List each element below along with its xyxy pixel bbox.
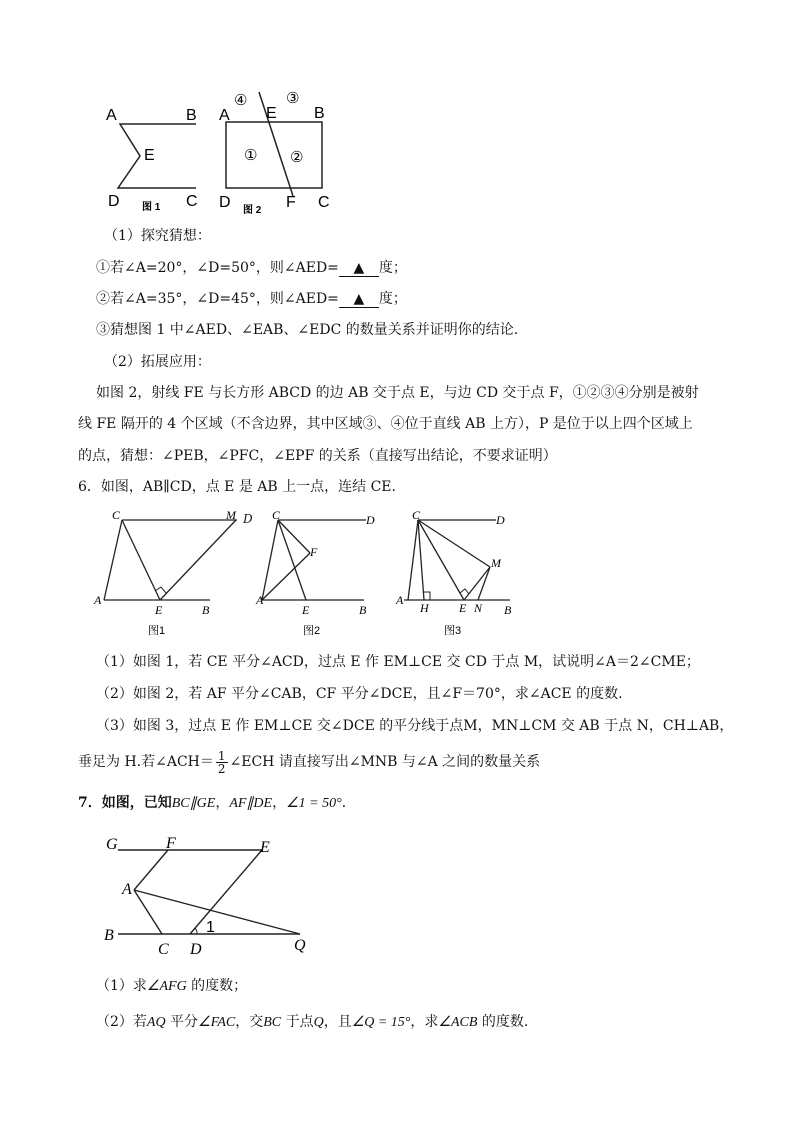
fig2-label-C: C: [318, 194, 330, 211]
q6f1-label-E: E: [155, 603, 163, 617]
q6f3-caption: 图3: [444, 625, 462, 637]
q6f1-label-M: M: [226, 508, 236, 522]
fig2-label-E: E: [266, 105, 277, 122]
q6f2-label-E: E: [302, 603, 310, 617]
fig2-label-B: B: [314, 105, 325, 122]
q6f2-label-C: C: [272, 508, 281, 522]
q7-part2: [96, 1012, 528, 1033]
q6f1-label-D: D: [243, 512, 253, 526]
q7-p2-g: 的度数.: [477, 1014, 529, 1030]
q5-para-line2: 线 FE 隔开的 4 个区域（不含边界，其中区域③、④位于直线 AB 上方），P 是位于以上四个区域上: [78, 416, 693, 432]
q6-part3-line2: [78, 748, 540, 776]
q5-item1: [96, 258, 407, 278]
q6-figure-3: [394, 505, 518, 645]
q6-part3-line1: （3）如图 3，过点 E 作 EM⊥CE 交∠DCE 的平分线于点M，MN⊥CM 交 AB 于点 N，CH⊥AB，: [96, 718, 734, 734]
fig2-label-D: D: [219, 194, 231, 211]
q6-figure-1: [92, 505, 236, 645]
fig2-rectangle: [226, 122, 322, 188]
q6f1-label-B: B: [202, 603, 210, 617]
fig2-region-3: ③: [286, 90, 300, 107]
figure-1: [100, 96, 210, 216]
q6-figure-2: [252, 505, 382, 645]
q6f3-label-H: H: [420, 601, 429, 615]
q7-stem-m3: ∠1 = 50°: [286, 796, 342, 811]
q6f1-label-A: A: [94, 593, 102, 607]
q7-label-F: F: [166, 835, 176, 852]
q5-item3: ③猜想图 1 中∠AED、∠EAB、∠EDC 的数量关系并证明你的结论．: [96, 322, 528, 338]
q5-para-line1: 如图 2，射线 FE 与长方形 ABCD 的边 AB 交于点 E，与边 CD 交于点 F，①②③④分别是被射: [96, 385, 699, 401]
fig1-label-B: B: [186, 107, 197, 124]
q7-p1-prefix: （1）求: [96, 978, 147, 994]
q7-label-Q: Q: [294, 937, 306, 954]
q7-stem-m1: BC∥GE: [171, 796, 216, 811]
q7-p1-suffix: 的度数；: [186, 978, 248, 994]
q7-p2-b: 平分: [165, 1014, 199, 1030]
q7-p2-m3: BC: [263, 1015, 282, 1030]
q6f2-label-A: A: [256, 593, 264, 607]
q7-p2-a: （2）若: [96, 1014, 147, 1030]
q6f3-label-C: C: [412, 508, 421, 522]
q7-label-B: B: [104, 927, 114, 944]
fig1-label-D: D: [108, 193, 120, 210]
q7-p2-m6: ∠ACB: [438, 1015, 478, 1030]
q6-part1: （1）如图 1，若 CE 平分∠ACD，过点 E 作 EM⊥CE 交 CD 于点 M，试说明∠A＝2∠CME；: [96, 654, 700, 670]
q6f3-label-A: A: [396, 593, 404, 607]
fig2-region-1: ①: [244, 147, 258, 164]
q6f2-caption: 图2: [303, 625, 321, 637]
fig2-region-2: ②: [290, 149, 304, 166]
q7-figure: [96, 828, 326, 960]
q6f2-label-D: D: [366, 513, 375, 527]
q7-label-1: 1: [206, 919, 215, 936]
q6f2-label-B: B: [359, 603, 367, 617]
q6-part3-line2a: 垂足为 H.若∠ACH＝: [78, 754, 214, 770]
q7-stem-sep1: ，: [215, 795, 230, 811]
q5-part2-title: （2）拓展应用：: [104, 354, 211, 370]
fig2-caption: 图 2: [243, 205, 262, 216]
q7-p2-m5: ∠Q = 15°: [351, 1015, 411, 1030]
q5-item1-blank[interactable]: ▲: [339, 260, 379, 277]
q6f2-label-F: F: [310, 545, 318, 559]
q7-p2-d: 于点: [281, 1014, 314, 1030]
q7-label-D: D: [190, 941, 202, 958]
q5-item2-blank[interactable]: ▲: [339, 291, 379, 308]
q5-item2-suffix: 度；: [378, 291, 407, 307]
q7-label-C: C: [158, 941, 169, 958]
q6f3-label-N: N: [474, 601, 483, 615]
q7-p2-e: ，且: [323, 1014, 352, 1030]
q7-stem-end: ．: [341, 795, 356, 811]
q6f3-label-E: E: [459, 601, 467, 615]
fig1-label-A: A: [106, 107, 117, 124]
q6-stem: 6．如图，AB∥CD，点 E 是 AB 上一点，连结 CE.: [78, 479, 396, 495]
q7-stem-sep2: ，: [272, 795, 287, 811]
figure-2: [216, 88, 338, 218]
fig1-label-E: E: [144, 147, 155, 164]
q7-part1: [96, 976, 247, 997]
q5-item2: [96, 289, 407, 309]
q7-label-A: A: [122, 881, 132, 898]
q7-stem: [78, 793, 356, 814]
fig2-region-4: ④: [234, 92, 248, 109]
q5-item2-text: ②若∠A=35°，∠D=45°，则∠AED=: [96, 291, 339, 307]
q6f1-label-C: C: [112, 508, 121, 522]
q6f1-caption: 图1: [148, 625, 166, 637]
q6f3-label-M: M: [491, 556, 501, 570]
q5-item1-suffix: 度；: [378, 260, 407, 276]
q7-label-E: E: [260, 839, 270, 856]
q7-p2-c: ，交: [235, 1014, 264, 1030]
q6-part3-line2b: ∠ECH 请直接写出∠MNB 与∠A 之间的数量关系: [229, 754, 541, 770]
q7-p2-m4: Q: [313, 1015, 324, 1030]
q6-fraction-num: 1: [217, 748, 226, 763]
q6f3-label-B: B: [504, 603, 512, 617]
q6-fraction-den: 2: [217, 761, 226, 776]
fig1-polyline: [118, 124, 196, 188]
fig1-label-C: C: [186, 193, 198, 210]
q7-p2-f: ，求: [410, 1014, 439, 1030]
fig2-label-A: A: [219, 107, 230, 124]
q7-label-G: G: [106, 836, 118, 853]
q6-part2: （2）如图 2，若 AF 平分∠CAB，CF 平分∠DCE，且∠F＝70°，求∠ACE 的度数.: [96, 686, 623, 702]
q5-para-line3: 的点，猜想：∠PEB，∠PFC，∠EPF 的关系（直接写出结论，不要求证明）: [78, 448, 557, 464]
fig2-label-F: F: [286, 194, 296, 211]
q7-stem-m2: AF∥DE: [229, 796, 273, 811]
q5-item1-text: ①若∠A=20°，∠D=50°，则∠AED=: [96, 260, 339, 276]
q7-p1-math: ∠AFG: [146, 979, 187, 994]
q7-p2-m2: ∠FAC: [198, 1015, 236, 1030]
q6f3-label-D: D: [496, 513, 505, 527]
q6-fraction: [216, 750, 228, 775]
q5-part1-title: （1）探究猜想：: [104, 228, 211, 244]
fig1-caption: 图 1: [142, 202, 161, 213]
q7-stem-prefix: 7．如图，已知: [78, 795, 172, 811]
q7-p2-m1: AQ: [146, 1015, 166, 1030]
